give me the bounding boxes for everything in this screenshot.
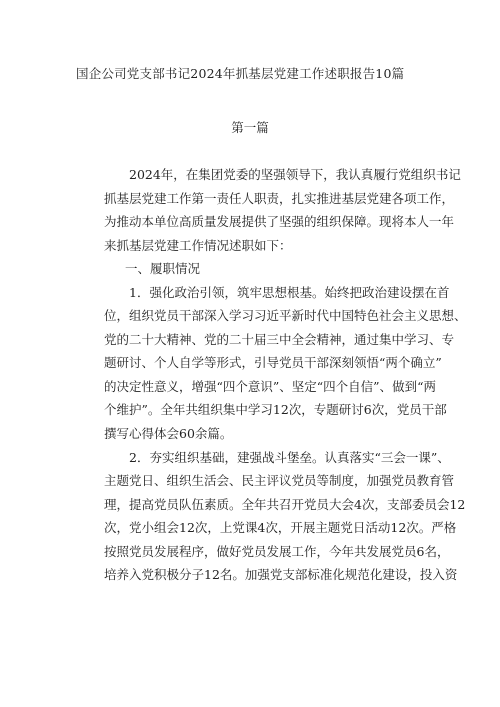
paragraph-line: 个维护”。全年共组织集中学习12次，专题研讨6次，党员干部 bbox=[104, 402, 447, 418]
paragraph-line: 培养入党积极分子12名。加强党支部标准化规范化建设，投入资 bbox=[104, 567, 458, 583]
paragraph-line: 党的二十大精神、党的二十届三中全会精神，通过集中学习、专 bbox=[104, 331, 455, 347]
section-heading: 一、履职情况 bbox=[125, 261, 201, 277]
paragraph-line: 撰写心得体会60余篇。 bbox=[104, 426, 233, 442]
paragraph-line: 为推动本单位高质量发展提供了坚强的组织保障。现将本人一年 bbox=[104, 214, 455, 230]
paragraph-line: 按照党员发展程序，做好党员发展工作，今年共发展党员6名， bbox=[104, 543, 450, 559]
paragraph-line: 抓基层党建工作第一责任人职责，扎实推进基层党建各项工作， bbox=[104, 190, 455, 206]
paragraph-line: 1．强化政治引领，筑牢思想根基。始终把政治建设摆在首 bbox=[129, 284, 450, 300]
document-title: 国企公司党支部书记2024年抓基层党建工作述职报告10篇 bbox=[76, 66, 405, 81]
paragraph-line: 次，党小组会12次，上党课4次，开展主题党日活动12次。严格 bbox=[104, 520, 457, 536]
paragraph-line: 2024年，在集团党委的坚强领导下，我认真履行党组织书记 bbox=[129, 167, 461, 182]
section-title: 第一篇 bbox=[231, 120, 269, 135]
paragraph-line: 的决定性意义，增强“四个意识”、坚定“四个自信”、做到“两 bbox=[104, 378, 436, 394]
paragraph-line: 主题党日、组织生活会、民主评议党员等制度，加强党员教育管 bbox=[104, 473, 455, 489]
paragraph-line: 题研讨、个人自学等形式，引导党员干部深刻领悟“两个确立” bbox=[104, 355, 442, 371]
paragraph-line: 理，提高党员队伍素质。全年共召开党员大会4次，支部委员会12 bbox=[104, 496, 466, 512]
document-body bbox=[104, 163, 467, 587]
paragraph-line: 位，组织党员干部深入学习习近平新时代中国特色社会主义思想、 bbox=[104, 308, 467, 324]
paragraph-line: 来抓基层党建工作情况述职如下： bbox=[104, 237, 292, 253]
paragraph-line: 2．夯实组织基础，建强战斗堡垒。认真落实“三会一课”、 bbox=[129, 449, 450, 465]
